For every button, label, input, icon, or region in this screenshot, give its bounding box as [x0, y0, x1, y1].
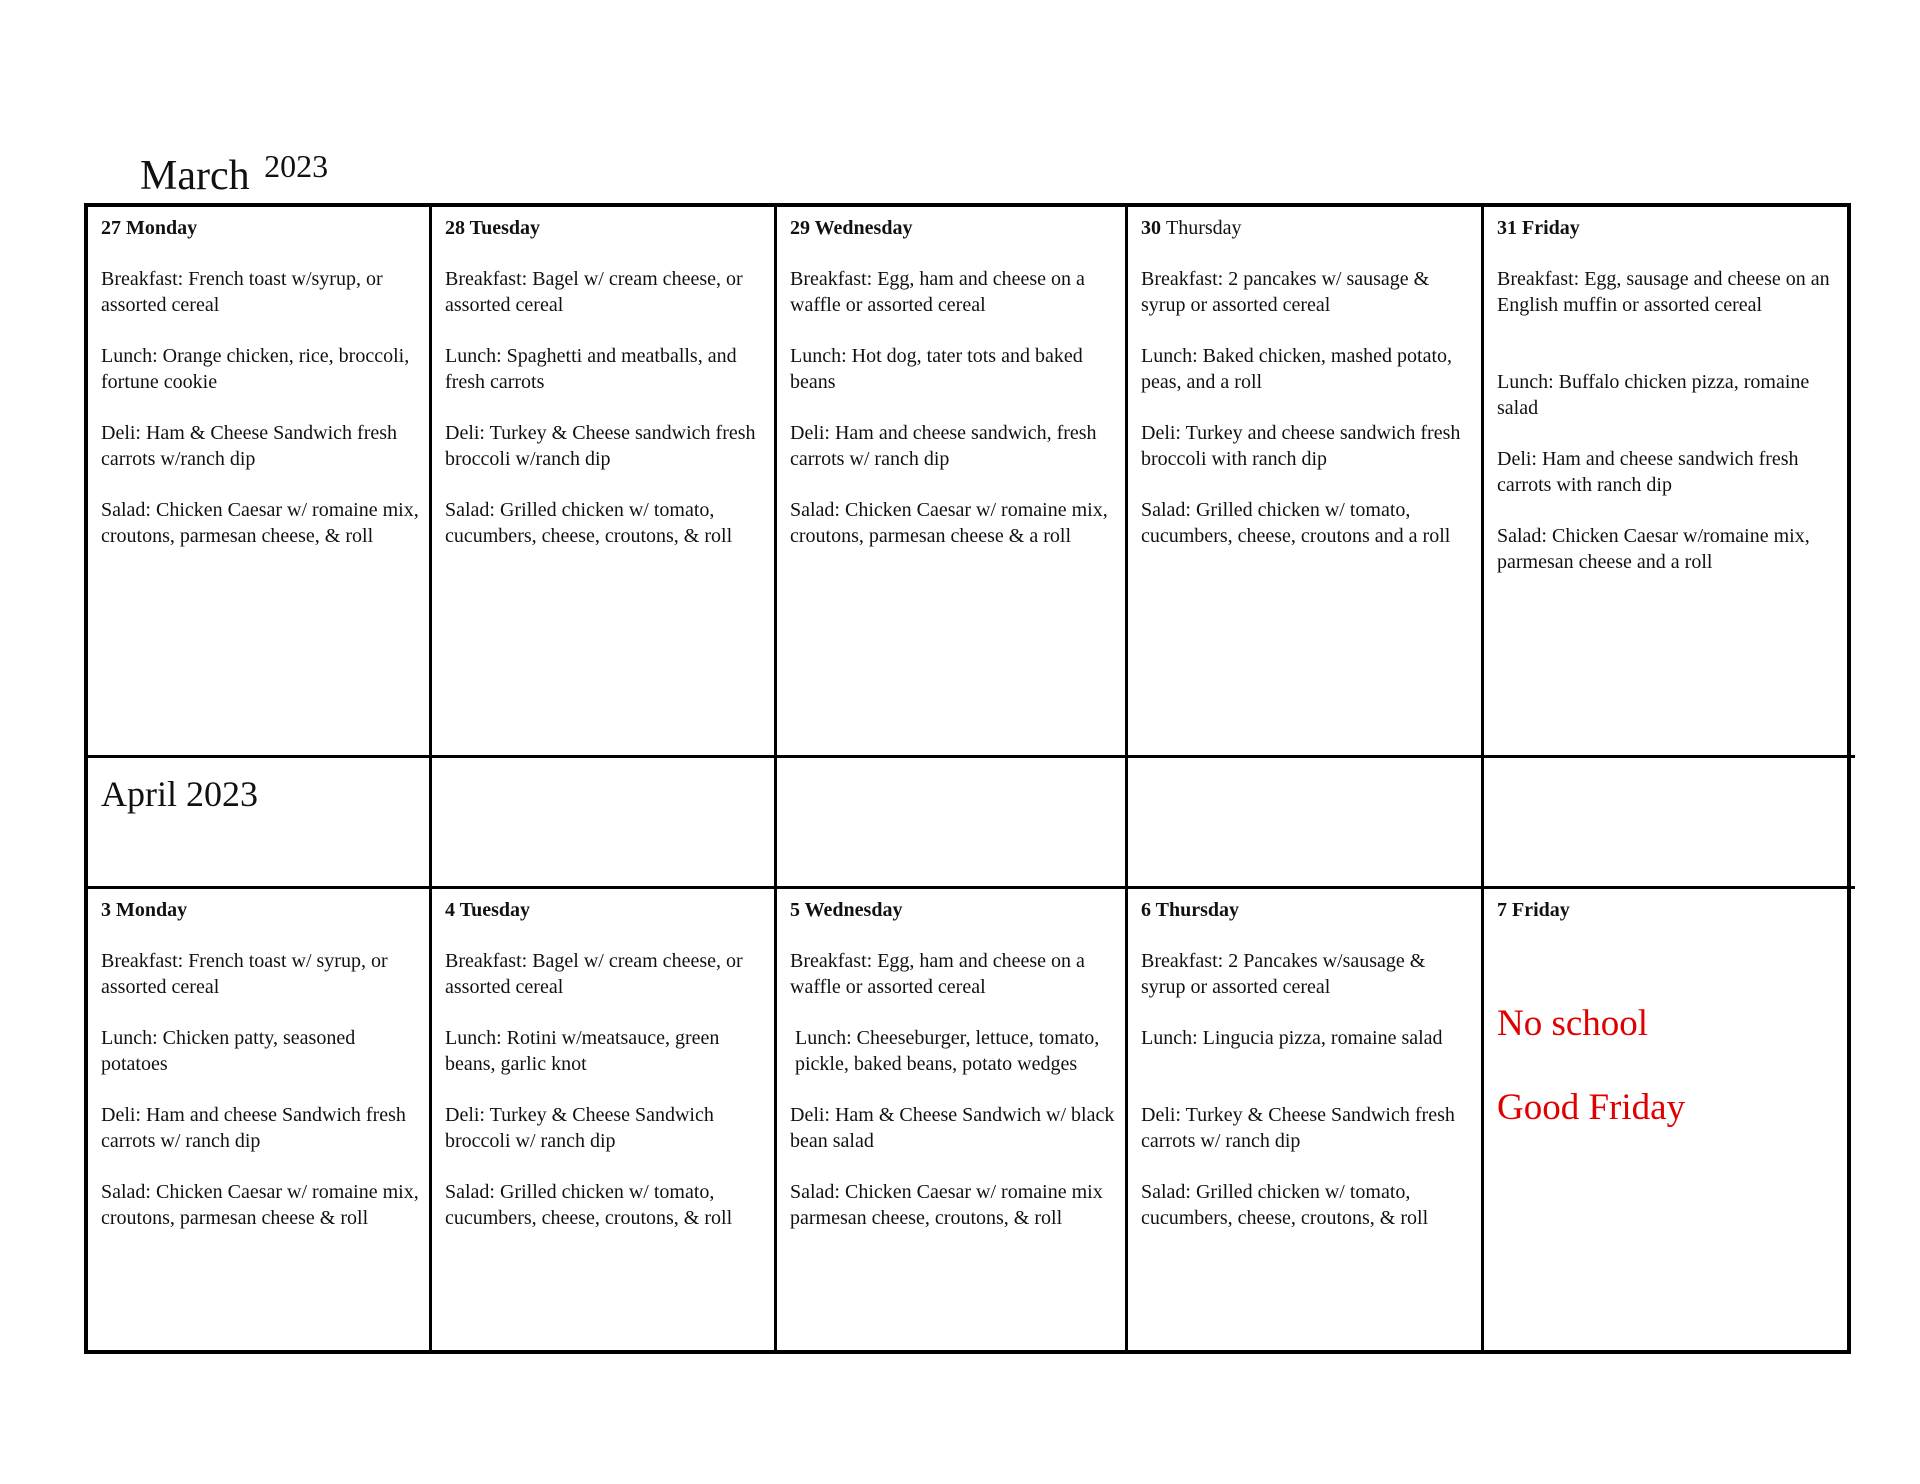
breakfast-item: Breakfast: Egg, sausage and cheese on an English muffin or assorted cereal	[1497, 268, 1830, 316]
march-title	[140, 150, 328, 197]
deli-item: Deli: Turkey & Cheese sandwich fresh broccoli w/ranch dip	[445, 422, 756, 470]
salad-item: Salad: Grilled chicken w/ tomato, cucumbers, cheese, croutons, & roll	[445, 499, 733, 547]
salad-item: Salad: Grilled chicken w/ tomato, cucumbers, cheese, croutons and a roll	[1141, 499, 1451, 547]
lunch-item: Lunch: Baked chicken, mashed potato, peas, and a roll	[1141, 345, 1453, 393]
salad-item: Salad: Chicken Caesar w/ romaine mix, croutons, parmesan cheese & a roll	[790, 499, 1108, 547]
salad-item: Salad: Chicken Caesar w/ romaine mix parmesan cheese, croutons, & roll	[790, 1181, 1103, 1229]
march-year: 2023	[264, 148, 329, 184]
day-cell-apr-3	[88, 889, 432, 1350]
breakfast-item: Breakfast: French toast w/syrup, or assorted cereal	[101, 268, 383, 316]
breakfast-item: Breakfast: French toast w/ syrup, or assorted cereal	[101, 950, 388, 998]
day-cell-mar-29	[777, 207, 1128, 758]
deli-item: Deli: Ham & Cheese Sandwich w/ black bean salad	[790, 1104, 1115, 1152]
empty-cell	[1484, 758, 1855, 889]
deli-item: Deli: Turkey & Cheese Sandwich broccoli w/ ranch dip	[445, 1104, 714, 1152]
day-cell-mar-27	[88, 207, 432, 758]
day-header: 28 Tuesday	[445, 217, 541, 239]
day-cell-mar-28	[432, 207, 777, 758]
deli-item: Deli: Turkey and cheese sandwich fresh broccoli with ranch dip	[1141, 422, 1461, 470]
empty-cell	[777, 758, 1128, 889]
march-month: March	[140, 153, 250, 199]
day-header: 31 Friday	[1497, 217, 1580, 239]
day-header: 6 Thursday	[1141, 899, 1240, 921]
deli-item: Deli: Turkey & Cheese Sandwich fresh carrots w/ ranch dip	[1141, 1104, 1455, 1152]
breakfast-item: Breakfast: Bagel w/ cream cheese, or assorted cereal	[445, 950, 743, 998]
day-number: 30	[1141, 217, 1161, 239]
day-header: 5 Wednesday	[790, 899, 903, 921]
lunch-item: Lunch: Spaghetti and meatballs, and fresh carrots	[445, 345, 737, 393]
empty-cell	[432, 758, 777, 889]
lunch-calendar	[84, 203, 1851, 1354]
lunch-item: Lunch: Cheeseburger, lettuce, tomato, pickle, baked beans, potato wedges	[795, 1027, 1100, 1075]
day-header: 29 Wednesday	[790, 217, 913, 239]
breakfast-item: Breakfast: Egg, ham and cheese on a waffle or assorted cereal	[790, 268, 1085, 316]
day-cell-mar-31	[1484, 207, 1855, 758]
salad-item: Salad: Chicken Caesar w/romaine mix, parmesan cheese and a roll	[1497, 525, 1810, 573]
breakfast-item: Breakfast: 2 pancakes w/ sausage & syrup or assorted cereal	[1141, 268, 1430, 316]
april-title: April 2023	[101, 774, 258, 814]
salad-item: Salad: Chicken Caesar w/ romaine mix, croutons, parmesan cheese, & roll	[101, 499, 419, 547]
deli-item: Deli: Ham and cheese Sandwich fresh carrots w/ ranch dip	[101, 1104, 406, 1152]
empty-cell	[1128, 758, 1484, 889]
day-header: 27 Monday	[101, 217, 198, 239]
day-cell-apr-7	[1484, 889, 1855, 1350]
day-header: 4 Tuesday	[445, 899, 531, 921]
lunch-item: Lunch: Lingucia pizza, romaine salad	[1141, 1027, 1443, 1049]
salad-item: Salad: Grilled chicken w/ tomato, cucumbers, cheese, croutons, & roll	[1141, 1181, 1429, 1229]
deli-item: Deli: Ham & Cheese Sandwich fresh carrots w/ranch dip	[101, 422, 398, 470]
holiday-name: Good Friday	[1497, 1087, 1686, 1128]
breakfast-item: Breakfast: Bagel w/ cream cheese, or assorted cereal	[445, 268, 743, 316]
day-header: 7 Friday	[1497, 899, 1570, 921]
day-cell-apr-4	[432, 889, 777, 1350]
day-cell-apr-6	[1128, 889, 1484, 1350]
deli-item: Deli: Ham and cheese sandwich fresh carrots with ranch dip	[1497, 448, 1799, 496]
lunch-item: Lunch: Chicken patty, seasoned potatoes	[101, 1027, 356, 1075]
breakfast-item: Breakfast: Egg, ham and cheese on a waffle or assorted cereal	[790, 950, 1085, 998]
lunch-item: Lunch: Hot dog, tater tots and baked beans	[790, 345, 1083, 393]
salad-item: Salad: Grilled chicken w/ tomato, cucumbers, cheese, croutons, & roll	[445, 1181, 733, 1229]
lunch-item: Lunch: Buffalo chicken pizza, romaine salad	[1497, 371, 1810, 419]
day-name: Thursday	[1166, 217, 1242, 239]
salad-item: Salad: Chicken Caesar w/ romaine mix, croutons, parmesan cheese & roll	[101, 1181, 419, 1229]
no-school-notice: No school	[1497, 1003, 1649, 1044]
day-cell-mar-30	[1128, 207, 1484, 758]
day-header	[1141, 215, 1471, 241]
april-header-cell	[88, 758, 432, 889]
day-cell-apr-5	[777, 889, 1128, 1350]
lunch-item: Lunch: Rotini w/meatsauce, green beans, garlic knot	[445, 1027, 720, 1075]
lunch-item: Lunch: Orange chicken, rice, broccoli, fortune cookie	[101, 345, 410, 393]
breakfast-item: Breakfast: 2 Pancakes w/sausage & syrup or assorted cereal	[1141, 950, 1426, 998]
deli-item: Deli: Ham and cheese sandwich, fresh carrots w/ ranch dip	[790, 422, 1097, 470]
day-header: 3 Monday	[101, 899, 188, 921]
